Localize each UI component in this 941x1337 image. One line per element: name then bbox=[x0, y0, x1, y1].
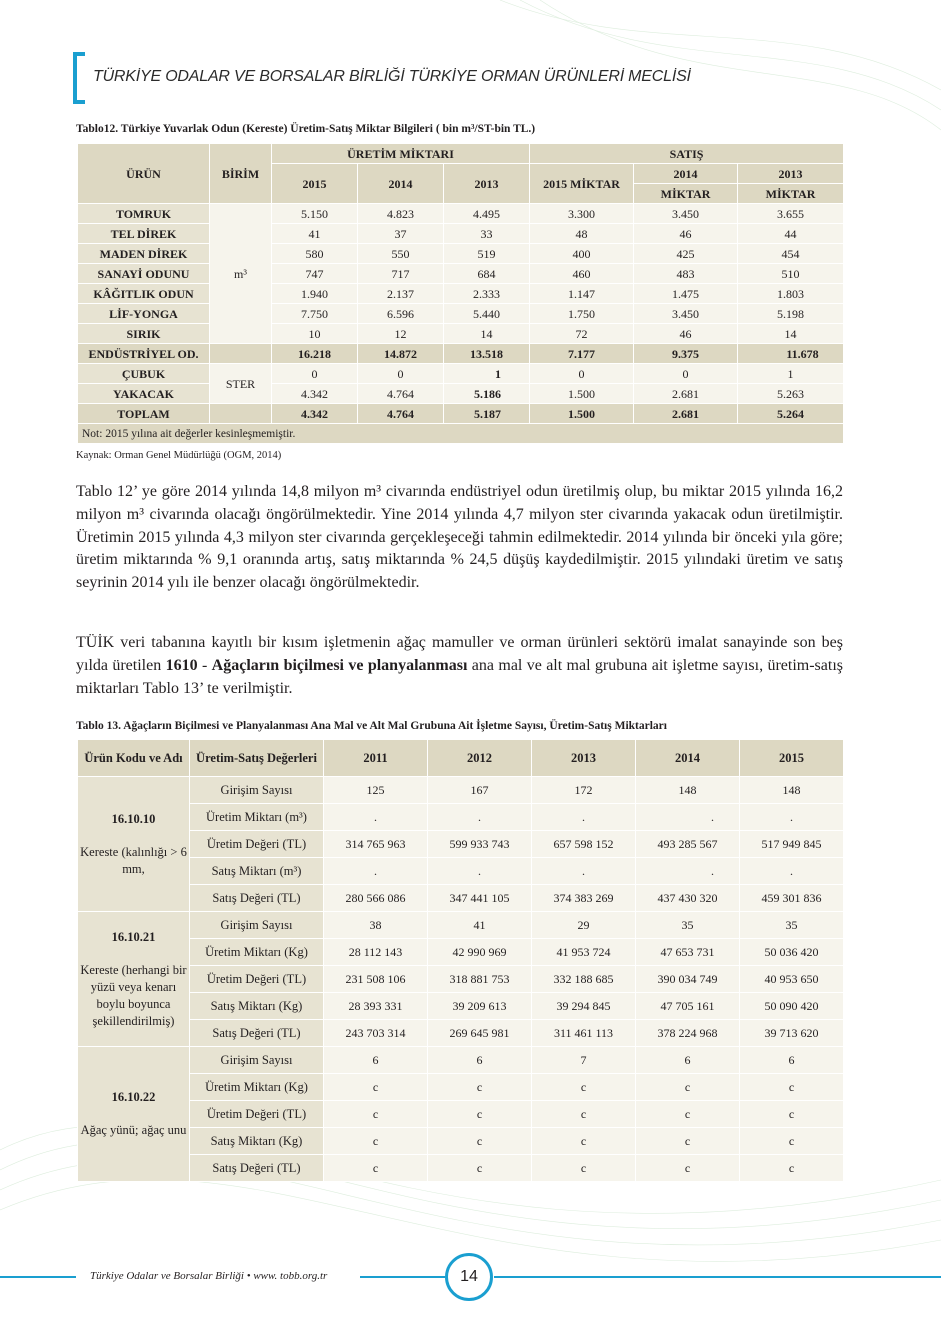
table13-cell: 39 209 613 bbox=[428, 993, 532, 1020]
col-header-2015: 2015 bbox=[272, 164, 358, 204]
table13-cell: 35 bbox=[636, 912, 740, 939]
table13-cell: . bbox=[636, 858, 740, 885]
table12-cell: 1.500 bbox=[530, 404, 634, 424]
table13-row bbox=[78, 1047, 844, 1074]
header-bracket-icon bbox=[73, 52, 85, 104]
table12-cell: 13.518 bbox=[444, 344, 530, 364]
value-label: Satış Değeri (TL) bbox=[190, 1020, 324, 1047]
table13-cell: . bbox=[532, 858, 636, 885]
table13-cell: 269 645 981 bbox=[428, 1020, 532, 1047]
value-label: Üretim Miktarı (Kg) bbox=[190, 939, 324, 966]
table12-row bbox=[78, 384, 844, 404]
table12-cell: 4.495 bbox=[444, 204, 530, 224]
table13-cell: 42 990 969 bbox=[428, 939, 532, 966]
table12-row bbox=[78, 324, 844, 344]
paragraph-2-group-name: Ağaçların biçilmesi ve planyalanması bbox=[211, 656, 468, 674]
product-code: 16.10.22 bbox=[111, 1090, 156, 1104]
table12-cell: 41 bbox=[272, 224, 358, 244]
table13-cell: 347 441 105 bbox=[428, 885, 532, 912]
table12-row bbox=[78, 364, 844, 384]
table13-cell: c bbox=[636, 1101, 740, 1128]
table13-cell: 29 bbox=[532, 912, 636, 939]
table12-cell: 747 bbox=[272, 264, 358, 284]
table12-cell: 4.342 bbox=[272, 384, 358, 404]
table13-cell: c bbox=[428, 1128, 532, 1155]
table13-cell: c bbox=[324, 1101, 428, 1128]
unit-empty bbox=[210, 404, 272, 424]
table13-cell: 28 393 331 bbox=[324, 993, 428, 1020]
table12-row bbox=[78, 284, 844, 304]
header-title: TÜRKİYE ODALAR VE BORSALAR BİRLİĞİ TÜRKİYE ORMAN ÜRÜNLERİ MECLİSİ bbox=[93, 68, 691, 85]
table13-cell: c bbox=[324, 1128, 428, 1155]
product-group bbox=[78, 1047, 190, 1182]
table12-cell: 3.450 bbox=[634, 304, 738, 324]
table12-cell: 72 bbox=[530, 324, 634, 344]
value-label: Üretim Değeri (TL) bbox=[190, 966, 324, 993]
paragraph-2 bbox=[76, 632, 843, 700]
col-header-miktar-2013: MİKTAR bbox=[738, 184, 844, 204]
table12 bbox=[77, 143, 844, 444]
paragraph-2-text-a: TÜİK veri tabanına kayıtlı bir kısım işletmenin ağaç mamuller ve orman ürünleri sektörü imalat sanayinde son beş yılda üretilen bbox=[76, 634, 843, 674]
table13-cell: 280 566 086 bbox=[324, 885, 428, 912]
value-label: Satış Değeri (TL) bbox=[190, 885, 324, 912]
table12-row bbox=[78, 304, 844, 324]
table12-cell: 519 bbox=[444, 244, 530, 264]
footer-line-right bbox=[494, 1276, 941, 1278]
table13-cell: 148 bbox=[636, 777, 740, 804]
table12-cell: 3.450 bbox=[634, 204, 738, 224]
table13-cell: 38 bbox=[324, 912, 428, 939]
product-name: Kereste (kalınlığı > 6 mm, bbox=[80, 844, 187, 876]
row-label: TEL DİREK bbox=[78, 224, 210, 244]
table12-cell: 5.150 bbox=[272, 204, 358, 224]
table13-row bbox=[78, 1020, 844, 1047]
value-label: Üretim Değeri (TL) bbox=[190, 1101, 324, 1128]
table12-row bbox=[78, 244, 844, 264]
table12-cell: 4.823 bbox=[358, 204, 444, 224]
table13-cell: 40 953 650 bbox=[740, 966, 844, 993]
table12-cell: 14 bbox=[738, 324, 844, 344]
table12-cell: 1 bbox=[444, 364, 530, 384]
table13-cell: c bbox=[740, 1128, 844, 1155]
row-label: LİF-YONGA bbox=[78, 304, 210, 324]
table13-cell: 6 bbox=[740, 1047, 844, 1074]
table13-row bbox=[78, 885, 844, 912]
paragraph-2-text-e: ana mal ve alt mal grubuna ait işletme sayısı, üretim-satış miktarları Tablo 13’ te verilmiştir. bbox=[76, 656, 844, 697]
table13-cell: 50 036 420 bbox=[740, 939, 844, 966]
table13-cell: c bbox=[636, 1074, 740, 1101]
footer-line-left bbox=[0, 1276, 76, 1278]
table13-cell: 167 bbox=[428, 777, 532, 804]
table13-cell: 231 508 106 bbox=[324, 966, 428, 993]
table12-row bbox=[78, 404, 844, 424]
table12-row bbox=[78, 264, 844, 284]
paragraph-2-code: 1610 bbox=[165, 656, 198, 674]
table13-cell: c bbox=[324, 1074, 428, 1101]
table13-cell: c bbox=[636, 1128, 740, 1155]
col-header-satis: SATIŞ bbox=[530, 144, 844, 164]
table13-row bbox=[78, 939, 844, 966]
row-label: SIRIK bbox=[78, 324, 210, 344]
table13-cell: 332 188 685 bbox=[532, 966, 636, 993]
product-code: 16.10.21 bbox=[111, 929, 156, 944]
table13-cell: 28 112 143 bbox=[324, 939, 428, 966]
table13-cell: . bbox=[532, 804, 636, 831]
col-header-uretim: ÜRETİM MİKTARI bbox=[272, 144, 530, 164]
table12-note: Not: 2015 yılına ait değerler kesinleşmemiştir. bbox=[78, 424, 844, 444]
table12-cell: 1.500 bbox=[530, 384, 634, 404]
table12-cell: 12 bbox=[358, 324, 444, 344]
row-label: KÂĞITLIK ODUN bbox=[78, 284, 210, 304]
table13-row bbox=[78, 1155, 844, 1182]
table12-row bbox=[78, 344, 844, 364]
table12-cell: 580 bbox=[272, 244, 358, 264]
table13-cell: 39 713 620 bbox=[740, 1020, 844, 1047]
table12-cell: 0 bbox=[272, 364, 358, 384]
table12-cell: 5.264 bbox=[738, 404, 844, 424]
table13-cell: 50 090 420 bbox=[740, 993, 844, 1020]
table13-cell: 41 953 724 bbox=[532, 939, 636, 966]
paragraph-2-dash: - bbox=[197, 656, 212, 674]
product-group bbox=[78, 777, 190, 912]
table13-cell: c bbox=[532, 1074, 636, 1101]
product-name: Kereste (herhangi bir yüzü veya kenarı boylu boyunca şekillendirilmiş) bbox=[80, 962, 187, 1028]
table12-cell: 9.375 bbox=[634, 344, 738, 364]
table12-cell: 1.147 bbox=[530, 284, 634, 304]
table13-cell: 172 bbox=[532, 777, 636, 804]
table12-cell: 6.596 bbox=[358, 304, 444, 324]
value-label: Satış Miktarı (m³) bbox=[190, 858, 324, 885]
table13-cell: 41 bbox=[428, 912, 532, 939]
table13-cell: 314 765 963 bbox=[324, 831, 428, 858]
table13-row bbox=[78, 1074, 844, 1101]
table13-cell: c bbox=[324, 1155, 428, 1182]
table13-cell: 599 933 743 bbox=[428, 831, 532, 858]
table13-cell: 243 703 314 bbox=[324, 1020, 428, 1047]
page-number: 14 bbox=[445, 1253, 493, 1301]
table13-cell: 6 bbox=[636, 1047, 740, 1074]
table13-cell: . bbox=[740, 858, 844, 885]
table12-cell: 717 bbox=[358, 264, 444, 284]
table12-cell: 33 bbox=[444, 224, 530, 244]
table13-cell: 378 224 968 bbox=[636, 1020, 740, 1047]
table13-row bbox=[78, 912, 844, 939]
table12-row bbox=[78, 204, 844, 224]
table13-caption: Tablo 13. Ağaçların Biçilmesi ve Planyalanması Ana Mal ve Alt Mal Grubuna Ait İşletme Sayısı, Üretim-Satış Miktarları bbox=[76, 720, 667, 732]
table12-cell: 7.750 bbox=[272, 304, 358, 324]
row-label: TOMRUK bbox=[78, 204, 210, 224]
table13 bbox=[77, 739, 844, 1182]
product-name: Ağaç yünü; ağaç unu bbox=[80, 1123, 187, 1137]
table13-cell: 35 bbox=[740, 912, 844, 939]
table12-cell: 14.872 bbox=[358, 344, 444, 364]
col-header-satis-2013: 2013 bbox=[738, 164, 844, 184]
table13-cell: 517 949 845 bbox=[740, 831, 844, 858]
table13-cell: c bbox=[740, 1074, 844, 1101]
table12-cell: 46 bbox=[634, 324, 738, 344]
table13-cell: . bbox=[740, 804, 844, 831]
table13-row bbox=[78, 831, 844, 858]
table13-cell: c bbox=[428, 1074, 532, 1101]
col-header-code: Ürün Kodu ve Adı bbox=[78, 740, 190, 777]
col-header-2015-miktar: 2015 MİKTAR bbox=[530, 164, 634, 204]
table13-cell: c bbox=[428, 1101, 532, 1128]
table13-cell: c bbox=[532, 1155, 636, 1182]
product-code: 16.10.10 bbox=[111, 811, 156, 826]
table12-cell: 460 bbox=[530, 264, 634, 284]
table13-row bbox=[78, 777, 844, 804]
value-label: Girişim Sayısı bbox=[190, 912, 324, 939]
table13-cell: 39 294 845 bbox=[532, 993, 636, 1020]
row-label: YAKACAK bbox=[78, 384, 210, 404]
table12-cell: 2.681 bbox=[634, 404, 738, 424]
row-label: ENDÜSTRİYEL OD. bbox=[78, 344, 210, 364]
col-header-2013: 2013 bbox=[444, 164, 530, 204]
table13-cell: 311 461 113 bbox=[532, 1020, 636, 1047]
table13-cell: c bbox=[740, 1101, 844, 1128]
table12-cell: 4.764 bbox=[358, 404, 444, 424]
table12-cell: 11.678 bbox=[738, 344, 844, 364]
table13-cell: 390 034 749 bbox=[636, 966, 740, 993]
table12-cell: 2.681 bbox=[634, 384, 738, 404]
table12-cell: 550 bbox=[358, 244, 444, 264]
unit-ster: STER bbox=[210, 364, 272, 404]
table13-row bbox=[78, 966, 844, 993]
row-label: SANAYİ ODUNU bbox=[78, 264, 210, 284]
table13-cell: 437 430 320 bbox=[636, 885, 740, 912]
col-header-2014: 2014 bbox=[358, 164, 444, 204]
value-label: Satış Değeri (TL) bbox=[190, 1155, 324, 1182]
table13-cell: 318 881 753 bbox=[428, 966, 532, 993]
table12-cell: 44 bbox=[738, 224, 844, 244]
table12-cell: 1.475 bbox=[634, 284, 738, 304]
table12-cell: 5.198 bbox=[738, 304, 844, 324]
table12-cell: 4.342 bbox=[272, 404, 358, 424]
table13-cell: 148 bbox=[740, 777, 844, 804]
table12-caption: Tablo12. Türkiye Yuvarlak Odun (Kereste) Üretim-Satış Miktar Bilgileri ( bin m³/ST-bin TL.) bbox=[76, 123, 536, 135]
table13-cell: 459 301 836 bbox=[740, 885, 844, 912]
col-header-year: 2014 bbox=[636, 740, 740, 777]
table12-cell: 10 bbox=[272, 324, 358, 344]
table13-cell: c bbox=[428, 1155, 532, 1182]
table13-cell: 7 bbox=[532, 1047, 636, 1074]
table12-cell: 46 bbox=[634, 224, 738, 244]
table12-cell: 2.137 bbox=[358, 284, 444, 304]
table12-cell: 5.186 bbox=[444, 384, 530, 404]
value-label: Üretim Miktarı (m³) bbox=[190, 804, 324, 831]
value-label: Satış Miktarı (Kg) bbox=[190, 993, 324, 1020]
table13-row bbox=[78, 1101, 844, 1128]
table13-cell: c bbox=[636, 1155, 740, 1182]
table12-cell: 4.764 bbox=[358, 384, 444, 404]
table12-cell: 684 bbox=[444, 264, 530, 284]
table13-cell: 6 bbox=[428, 1047, 532, 1074]
table12-cell: 1.940 bbox=[272, 284, 358, 304]
table13-cell: 374 383 269 bbox=[532, 885, 636, 912]
table12-cell: 14 bbox=[444, 324, 530, 344]
table13-cell: . bbox=[636, 804, 740, 831]
table12-cell: 483 bbox=[634, 264, 738, 284]
product-group bbox=[78, 912, 190, 1047]
table13-row bbox=[78, 804, 844, 831]
col-header-year: 2015 bbox=[740, 740, 844, 777]
table13-cell: 657 598 152 bbox=[532, 831, 636, 858]
table12-cell: 7.177 bbox=[530, 344, 634, 364]
col-header-miktar-2014: MİKTAR bbox=[634, 184, 738, 204]
table13-row bbox=[78, 993, 844, 1020]
col-header-year: 2013 bbox=[532, 740, 636, 777]
table13-row bbox=[78, 858, 844, 885]
row-label: ÇUBUK bbox=[78, 364, 210, 384]
table12-row bbox=[78, 224, 844, 244]
col-header-birim: BİRİM bbox=[210, 144, 272, 204]
value-label: Üretim Miktarı (Kg) bbox=[190, 1074, 324, 1101]
table12-cell: 5.263 bbox=[738, 384, 844, 404]
table13-cell: . bbox=[324, 858, 428, 885]
value-label: Satış Miktarı (Kg) bbox=[190, 1128, 324, 1155]
footer-line-mid bbox=[360, 1276, 445, 1278]
table12-cell: 0 bbox=[358, 364, 444, 384]
col-header-year: 2011 bbox=[324, 740, 428, 777]
table13-cell: 493 285 567 bbox=[636, 831, 740, 858]
table12-cell: 1 bbox=[738, 364, 844, 384]
table12-cell: 454 bbox=[738, 244, 844, 264]
value-label: Girişim Sayısı bbox=[190, 1047, 324, 1074]
unit-empty bbox=[210, 344, 272, 364]
table12-cell: 5.440 bbox=[444, 304, 530, 324]
row-label: MADEN DİREK bbox=[78, 244, 210, 264]
table13-cell: 47 653 731 bbox=[636, 939, 740, 966]
table13-cell: 47 705 161 bbox=[636, 993, 740, 1020]
col-header-year: 2012 bbox=[428, 740, 532, 777]
table13-cell: 6 bbox=[324, 1047, 428, 1074]
col-header-satis-2014: 2014 bbox=[634, 164, 738, 184]
table12-cell: 425 bbox=[634, 244, 738, 264]
table13-cell: . bbox=[428, 858, 532, 885]
row-label: TOPLAM bbox=[78, 404, 210, 424]
table12-cell: 1.803 bbox=[738, 284, 844, 304]
table12-cell: 0 bbox=[634, 364, 738, 384]
table12-cell: 16.218 bbox=[272, 344, 358, 364]
table12-cell: 37 bbox=[358, 224, 444, 244]
table12-cell: 400 bbox=[530, 244, 634, 264]
unit-m3: m³ bbox=[210, 204, 272, 344]
paragraph-1: Tablo 12’ ye göre 2014 yılında 14,8 milyon m³ civarında endüstriyel odun üretilmiş olup, bu miktar 2015 yılında 16,2 milyon m³ civarında olacağı öngörülmektedir. Yine 2014 yılında 4,7 milyon ster civarında yakacak odun üretilmiştir. Üretimin 2015 yılında 4,3 milyon ster civarında gerçekleşeceği tahmin edilmektedir. 2014 yılında bir önceki yıla göre; üretim miktarında % 9,1 oranında artış, satış miktarında % 24,5 düşüş kaydedilmiştir. 2015 yılındaki üretim ve satış seyrinin 2014 yılı ile benzer olacağı öngörülmektedir. bbox=[76, 483, 843, 592]
table13-cell: 125 bbox=[324, 777, 428, 804]
value-label: Üretim Değeri (TL) bbox=[190, 831, 324, 858]
footer-text: Türkiye Odalar ve Borsalar Birliği • www. tobb.org.tr bbox=[90, 1270, 328, 1282]
table13-row bbox=[78, 1128, 844, 1155]
value-label: Girişim Sayısı bbox=[190, 777, 324, 804]
table12-cell: 3.300 bbox=[530, 204, 634, 224]
col-header-urun: ÜRÜN bbox=[78, 144, 210, 204]
table12-cell: 5.187 bbox=[444, 404, 530, 424]
table12-cell: 1.750 bbox=[530, 304, 634, 324]
table13-cell: c bbox=[532, 1128, 636, 1155]
table13-cell: . bbox=[324, 804, 428, 831]
table12-cell: 2.333 bbox=[444, 284, 530, 304]
table12-cell: 3.655 bbox=[738, 204, 844, 224]
table12-cell: 0 bbox=[530, 364, 634, 384]
table13-cell: c bbox=[740, 1155, 844, 1182]
table13-cell: . bbox=[428, 804, 532, 831]
table12-cell: 48 bbox=[530, 224, 634, 244]
table12-cell: 510 bbox=[738, 264, 844, 284]
col-header-values: Üretim-Satış Değerleri bbox=[190, 740, 324, 777]
table13-cell: c bbox=[532, 1101, 636, 1128]
table12-source: Kaynak: Orman Genel Müdürlüğü (OGM, 2014) bbox=[76, 450, 282, 461]
